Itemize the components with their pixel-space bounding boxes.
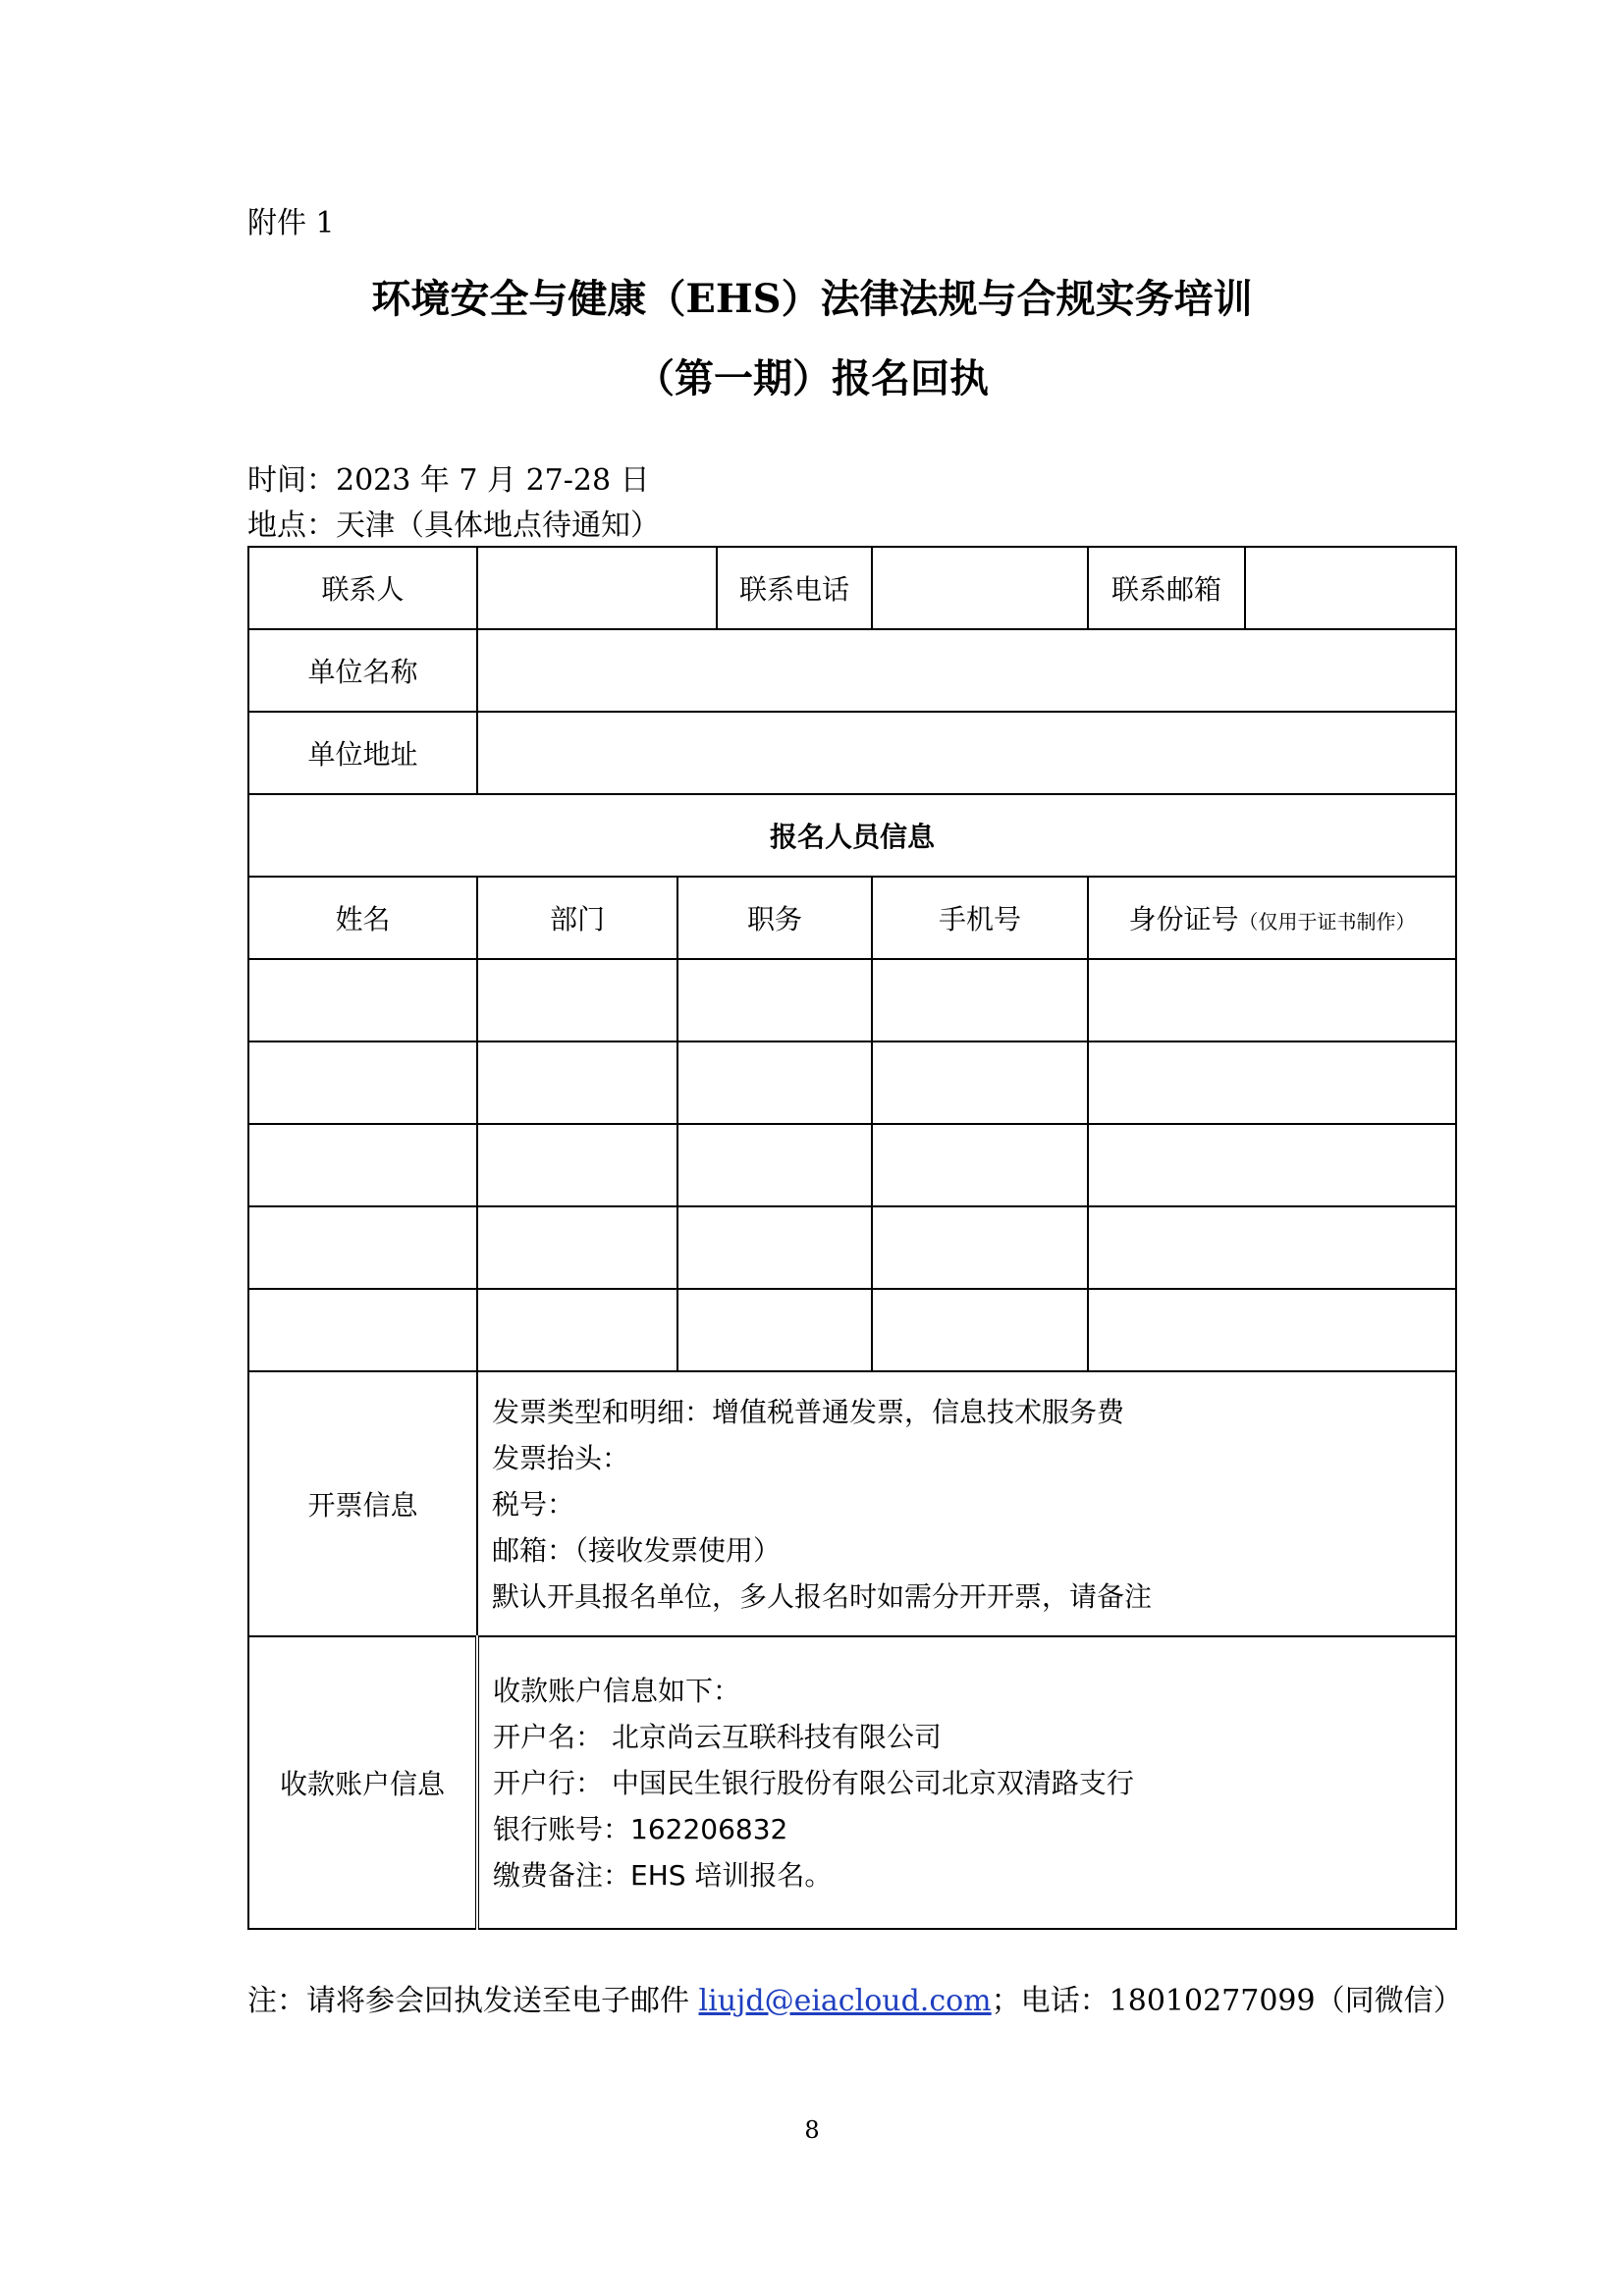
- attendee-id-input[interactable]: [1088, 1124, 1456, 1206]
- company-row: [248, 629, 1456, 712]
- invoice-row: [248, 1371, 1456, 1636]
- attendee-mobile-input[interactable]: [872, 1206, 1088, 1289]
- invoice-line-title: 发票抬头：: [492, 1441, 630, 1474]
- section-row: [248, 794, 1456, 877]
- account-label: 收款账户信息: [248, 1636, 477, 1929]
- event-time: 时间：2023 年 7 月 27-28 日: [247, 463, 650, 498]
- account-row: [248, 1636, 1456, 1929]
- attendee-row: [248, 1041, 1456, 1124]
- invoice-details[interactable]: [477, 1371, 1456, 1636]
- attendee-dept-input[interactable]: [477, 1124, 677, 1206]
- attendee-header-row: [248, 877, 1456, 959]
- attendee-id-input[interactable]: [1088, 1206, 1456, 1289]
- attendee-dept-input[interactable]: [477, 959, 677, 1041]
- attendee-mobile-input[interactable]: [872, 959, 1088, 1041]
- attendee-position-input[interactable]: [677, 1124, 872, 1206]
- invoice-line-type: 发票类型和明细：增值税普通发票，信息技术服务费: [492, 1395, 1125, 1428]
- account-line-number: 银行账号：162206832: [493, 1812, 788, 1845]
- company-input[interactable]: [477, 629, 1456, 712]
- header-name: 姓名: [248, 877, 477, 959]
- contact-label: 联系人: [248, 547, 477, 629]
- page-number: 8: [804, 2116, 820, 2144]
- address-label: 单位地址: [248, 712, 477, 794]
- attendee-mobile-input[interactable]: [872, 1124, 1088, 1206]
- invoice-line-note: 默认开具报名单位，多人报名时如需分开开票，请备注: [492, 1579, 1153, 1613]
- note-suffix: ；电话：18010277099（同微信）: [991, 1984, 1463, 2018]
- email-label: 联系邮箱: [1088, 547, 1245, 629]
- attendee-row: [248, 959, 1456, 1041]
- phone-input[interactable]: [872, 547, 1088, 629]
- attendee-id-input[interactable]: [1088, 1041, 1456, 1124]
- header-position: 职务: [677, 877, 872, 959]
- document-title: 环境安全与健康（EHS）法律法规与合规实务培训: [371, 276, 1253, 322]
- document-subtitle: （第一期）报名回执: [635, 355, 989, 401]
- address-input[interactable]: [477, 712, 1456, 794]
- header-id: [1088, 877, 1456, 959]
- header-mobile: 手机号: [872, 877, 1088, 959]
- email-input[interactable]: [1245, 547, 1456, 629]
- event-place: 地点：天津（具体地点待通知）: [247, 508, 660, 543]
- invoice-label: 开票信息: [248, 1371, 477, 1636]
- attendee-dept-input[interactable]: [477, 1289, 677, 1371]
- account-line-bank: 开户行： 中国民生银行股份有限公司北京双清路支行: [493, 1766, 1134, 1799]
- attendee-id-input[interactable]: [1088, 959, 1456, 1041]
- attendee-mobile-input[interactable]: [872, 1289, 1088, 1371]
- account-line-name: 开户名： 北京尚云互联科技有限公司: [493, 1720, 942, 1753]
- attendee-row: [248, 1206, 1456, 1289]
- attendee-position-input[interactable]: [677, 1041, 872, 1124]
- section-title: 报名人员信息: [248, 794, 1456, 877]
- header-id-note: （仅用于证书制作）: [1238, 910, 1416, 934]
- contact-email-link[interactable]: liujd@eiacloud.com: [698, 1984, 992, 2018]
- attendee-position-input[interactable]: [677, 1289, 872, 1371]
- account-line-intro: 收款账户信息如下：: [493, 1674, 741, 1707]
- attendee-name-input[interactable]: [248, 959, 477, 1041]
- contact-row: [248, 547, 1456, 629]
- footer-note: [247, 1976, 1463, 2019]
- invoice-line-email: 邮箱：（接收发票使用）: [492, 1533, 782, 1567]
- registration-form-table: [247, 546, 1457, 1930]
- attendee-id-input[interactable]: [1088, 1289, 1456, 1371]
- attendee-name-input[interactable]: [248, 1289, 477, 1371]
- header-id-label: 身份证号: [1128, 903, 1239, 935]
- attendee-position-input[interactable]: [677, 959, 872, 1041]
- attendee-name-input[interactable]: [248, 1206, 477, 1289]
- company-label: 单位名称: [248, 629, 477, 712]
- contact-input[interactable]: [477, 547, 717, 629]
- address-row: [248, 712, 1456, 794]
- attendee-name-input[interactable]: [248, 1041, 477, 1124]
- attendee-position-input[interactable]: [677, 1206, 872, 1289]
- attachment-label: 附件 1: [247, 206, 335, 240]
- attendee-name-input[interactable]: [248, 1124, 477, 1206]
- attendee-mobile-input[interactable]: [872, 1041, 1088, 1124]
- account-details: [477, 1636, 1456, 1929]
- attendee-dept-input[interactable]: [477, 1041, 677, 1124]
- note-prefix: 注：请将参会回执发送至电子邮件: [247, 1984, 699, 2018]
- attendee-row: [248, 1289, 1456, 1371]
- attendee-dept-input[interactable]: [477, 1206, 677, 1289]
- attendee-row: [248, 1124, 1456, 1206]
- phone-label: 联系电话: [717, 547, 872, 629]
- header-dept: 部门: [477, 877, 677, 959]
- account-line-remark: 缴费备注：EHS 培训报名。: [493, 1858, 833, 1892]
- invoice-line-taxno: 税号：: [492, 1487, 575, 1521]
